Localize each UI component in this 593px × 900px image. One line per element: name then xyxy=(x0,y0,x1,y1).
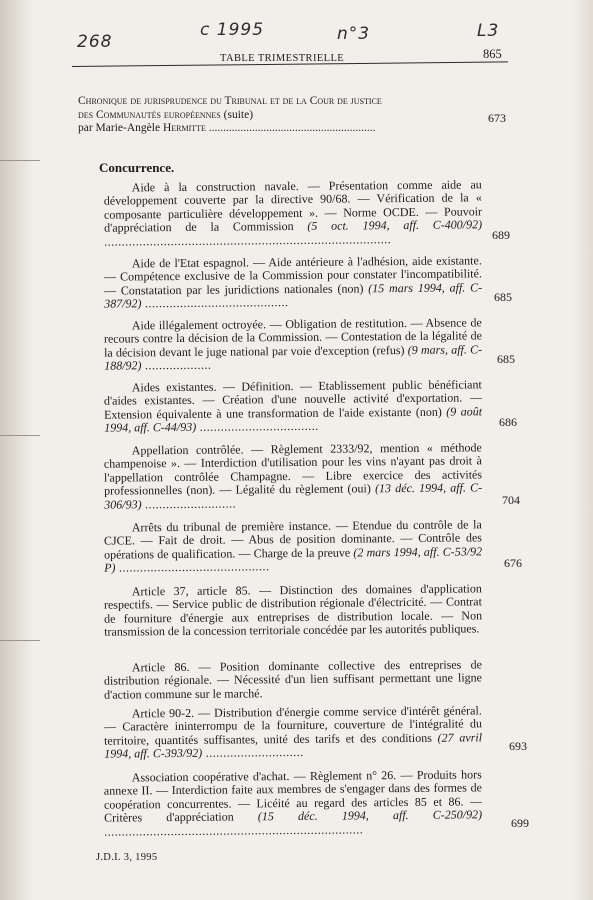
entry-text: Article 37, article 85. — Distinction des domaines d'application respectifs. — Service public de distribution régionale d'électricité. — Contrat de fourniture d'énergie aux entreprises de distribution locale. — Non transmission de la concession territoriale concédée par les autorités publiques. xyxy=(103,581,483,639)
entry-text: Association coopérative d'achat. — Règlement n° 26. — Produits hors annexe II. — Interdiction faite aux membres de s'engager dans des formes de coopération concurrentes. — Licéité au regard des articles 85 et 86. — Critères d'appréciation xyxy=(103,767,483,825)
entry-text: Aides existantes. — Définition. — Etablissement public bénéficiant d'aides existantes. — Création d'une nouvelle activité d'exportation. — Extension équivalente à une transformation de l'aide existante (non) xyxy=(103,377,482,422)
binding-shadow xyxy=(0,0,34,900)
entry-reference: (2 mars 1994, aff. C-53/92 P) xyxy=(104,544,483,575)
entry-leader-dots: ........................................... xyxy=(115,559,270,575)
chronicle-title-line2-suffix: (suite) xyxy=(220,108,254,121)
entry-leader-dots: .................................. xyxy=(196,418,319,435)
chronicle-leader-dots: .......................................................... xyxy=(205,122,376,134)
chronicle-title-line2 xyxy=(78,109,478,123)
page-number: 865 xyxy=(483,47,502,61)
section-title: Concurrence. xyxy=(99,160,175,175)
entry-reference: (27 avril 1994, aff. C-393/92) xyxy=(104,730,483,761)
entry-text: Aide de l'Etat espagnol. — Aide antérieure à l'adhésion, aide existante. — Compétence exclusive de la Commission pour constater l'incompatibilité. — Constatation par les juridictions nationales (non) xyxy=(103,253,482,298)
handwritten-note-issue: n°3 xyxy=(337,24,371,44)
running-head: TABLE TRIMESTRIELLE xyxy=(220,53,345,64)
entry-text: Article 90-2. — Distribution d'énergie comme service d'intérêt général. — Caractère ininterrompu de la fourniture, couverture de l'intégralité du territoire, quantités suffisantes, unité des tarifs et des conditions xyxy=(103,703,482,748)
index-entry xyxy=(104,316,482,373)
entry-leader-dots: .................................................................................. xyxy=(104,231,392,249)
handwritten-note-right: L3 xyxy=(477,21,500,41)
chronicle-author-name: Hermitte xyxy=(162,122,206,134)
entry-leader-dots: ................... xyxy=(141,357,212,373)
index-entry xyxy=(104,254,482,311)
entry-reference: (15 déc. 1994, aff. C-250/92) xyxy=(257,807,483,824)
index-entry xyxy=(104,518,482,575)
index-entry xyxy=(104,768,483,838)
page-fold-mark xyxy=(0,160,40,161)
entry-page-ref: 689 xyxy=(492,228,510,242)
journal-footer: J.D.I. 3, 1995 xyxy=(96,852,158,863)
chronicle-title-line1: Chronique de jurisprudence du Tribunal et de la Cour de justice xyxy=(78,95,382,107)
entry-text: Aide à la construction navale. — Présentation comme aide au développement couverte par la directive 90/68. — Vérification de la « composante particulière développement ». — Norme OCDE. — Pouvoir d'appréciation de la Commission xyxy=(103,177,483,235)
entry-page-ref: 676 xyxy=(504,556,522,570)
entry-reference: (9 août 1994, aff. C-44/93) xyxy=(104,404,483,435)
index-entry xyxy=(104,441,483,511)
index-entry xyxy=(104,178,483,248)
chronicle-author xyxy=(78,122,478,136)
entry-text: Appellation contrôlée. — Règlement 2333/92, mention « méthode champenoise ». — Interdiction d'utilisation pour les vins n'ayant pas droit à l'appellation contrôlée Champagne. — Libre exercice des activités professionnelles (non). — Légalité du règlement (oui) xyxy=(103,440,483,498)
entry-text: Arrêts du tribunal de première instance. — Etendue du contrôle de la CJCE. — Fait de droit. — Abus de position dominante. — Contrôle des opérations de qualification. — Charge de la preuve xyxy=(103,517,482,562)
handwritten-note-left: 268 xyxy=(77,32,113,52)
index-entry xyxy=(104,704,482,761)
entry-text: Aide illégalement octroyée. — Obligation de restitution. — Absence de recours contre la décision de la Commission. — Contestation de la légalité de la décision devant le juge national par voie d'exception (refus) xyxy=(103,315,482,360)
entry-page-ref: 685 xyxy=(497,352,515,366)
chronicle-entry xyxy=(78,95,478,136)
entry-leader-dots: ......................................... xyxy=(141,295,289,311)
index-entry xyxy=(104,582,482,639)
chronicle-author-prefix: par Marie-Angèle xyxy=(78,122,163,134)
entry-reference: (9 mars, aff. C-188/92) xyxy=(104,342,483,373)
entry-text: Article 86. — Position dominante collective des entreprises de distribution régionale. — Nécessité d'un lien suffisant permettant une ligne d'action commune sur le marché. xyxy=(103,657,483,702)
entry-reference: (13 déc. 1994, aff. C-306/93) xyxy=(104,480,483,512)
entry-page-ref: 685 xyxy=(494,290,512,304)
entry-page-ref: 686 xyxy=(499,415,517,429)
page-fold-mark xyxy=(0,435,40,436)
chronicle-page-ref: 673 xyxy=(488,111,506,125)
entry-leader-dots: ............................ xyxy=(202,745,304,761)
entry-leader-dots: .......................... xyxy=(141,496,237,511)
entry-reference: (5 oct. 1994, aff. C-400/92) xyxy=(307,217,483,234)
page-edge-shadow xyxy=(573,0,593,900)
index-entry xyxy=(104,378,482,435)
chronicle-title-line2-main: des Communautés européennes xyxy=(78,108,221,121)
page-fold-mark xyxy=(0,640,40,641)
handwritten-note-year: c 1995 xyxy=(200,20,265,40)
entry-page-ref: 704 xyxy=(502,493,520,507)
entry-page-ref: 699 xyxy=(511,816,529,830)
index-entry xyxy=(104,658,482,702)
entry-page-ref: 693 xyxy=(509,739,527,753)
entry-reference: (15 mars 1994, aff. C-387/92) xyxy=(104,280,483,311)
entry-leader-dots: .......................................................................... xyxy=(104,822,364,839)
